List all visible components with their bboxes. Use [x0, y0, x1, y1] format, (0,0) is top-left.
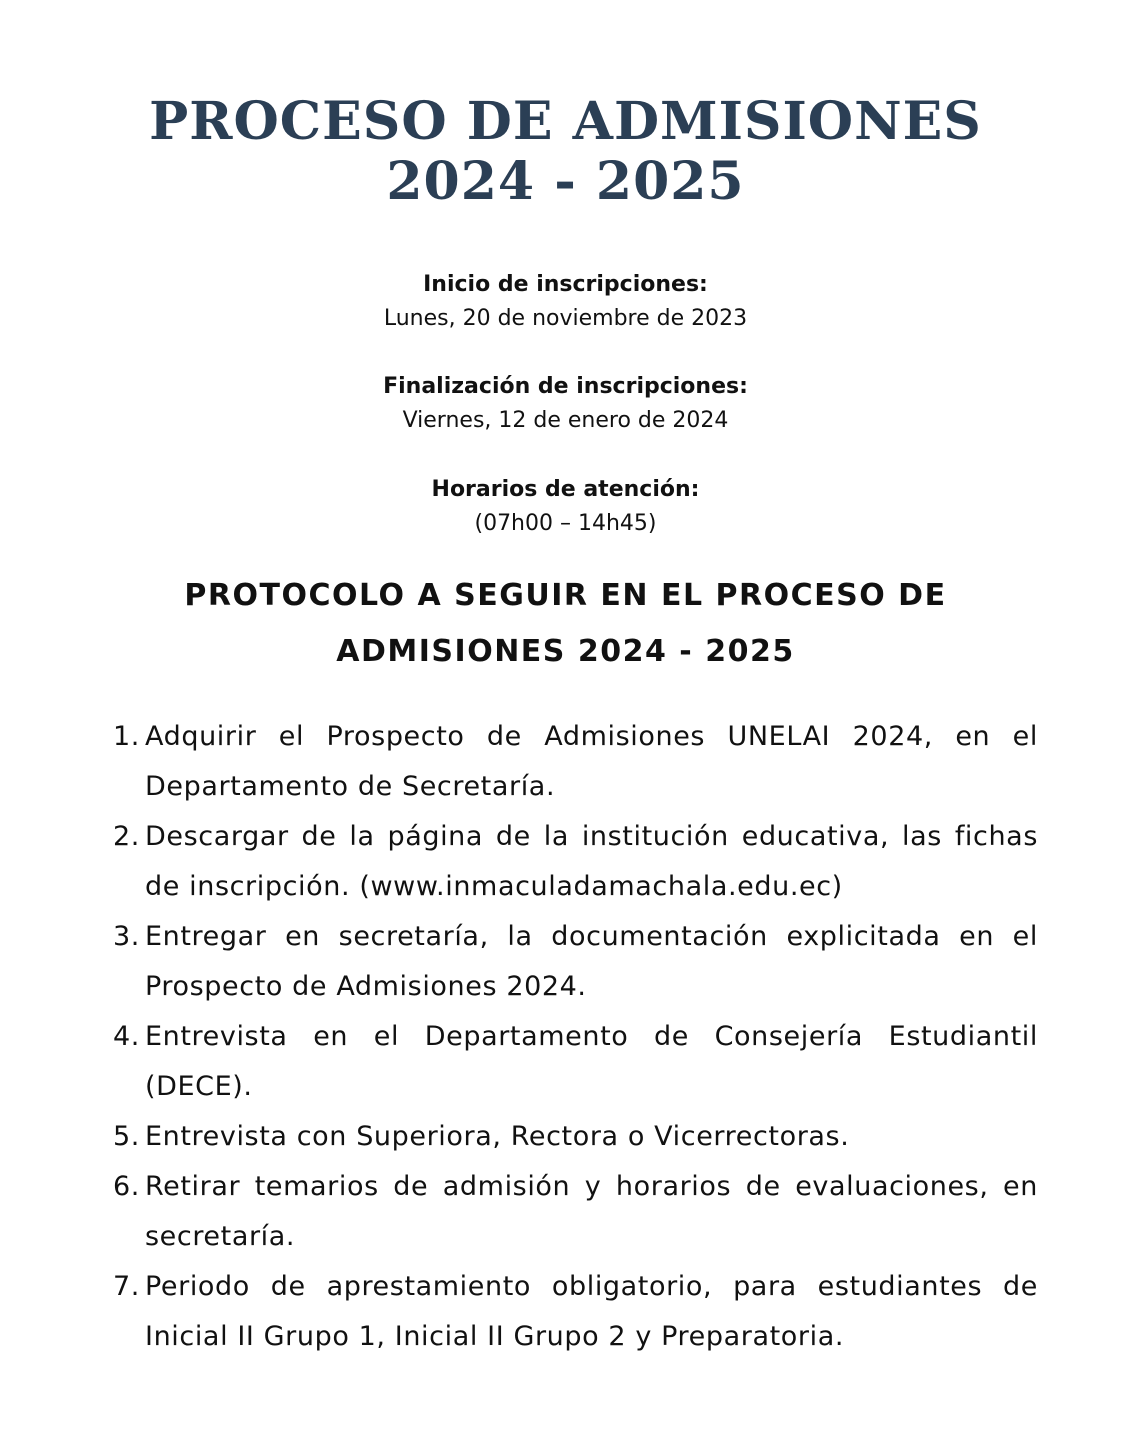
registration-start-label: Inicio de inscripciones:: [423, 272, 708, 297]
step-number: 5.: [113, 1121, 140, 1152]
step-text: Entregar en secretaría, la documentación explicitada en el Prospecto de Admisiones 2024.: [145, 921, 1038, 1002]
protocol-step: [113, 912, 1038, 1012]
registration-end-date: Viernes, 12 de enero de 2024: [402, 408, 729, 433]
step-text: Periodo de aprestamiento obligatorio, para estudiantes de Inicial II Grupo 1, Inicial II Grupo 2 y Preparatoria.: [145, 1271, 1038, 1352]
step-text: Adquirir el Prospecto de Admisiones UNELAI 2024, en el Departamento de Secretaría.: [145, 721, 1038, 802]
protocol-heading-line-2: ADMISIONES 2024 - 2025: [336, 634, 795, 669]
step-text: Descargar de la página de la institución educativa, las fichas de inscripción. (www.inmaculadamachala.edu.ec): [145, 821, 1038, 902]
protocol-step: [113, 1262, 1038, 1362]
protocol-step: [113, 1012, 1038, 1112]
step-text: Retirar temarios de admisión y horarios de evaluaciones, en secretaría.: [145, 1171, 1038, 1252]
page-title: [0, 92, 1131, 212]
protocol-step: [113, 712, 1038, 812]
step-number: 7.: [113, 1271, 140, 1302]
protocol-step: [113, 812, 1038, 912]
protocol-step: [113, 1112, 1038, 1162]
protocol-steps-list: [113, 712, 1038, 1362]
title-line-1: PROCESO DE ADMISIONES: [149, 91, 982, 152]
protocol-heading: [0, 568, 1131, 680]
step-number: 3.: [113, 921, 140, 952]
title-line-2: 2024 - 2025: [386, 151, 745, 212]
step-text: Entrevista con Superiora, Rectora o Vicerrectoras.: [145, 1121, 850, 1152]
step-number: 1.: [113, 721, 140, 752]
office-hours-value: (07h00 – 14h45): [474, 511, 657, 536]
registration-start-date: Lunes, 20 de noviembre de 2023: [383, 306, 748, 331]
protocol-step: [113, 1162, 1038, 1262]
registration-end: [0, 370, 1131, 438]
step-text: Entrevista en el Departamento de Consejería Estudiantil (DECE).: [145, 1021, 1038, 1102]
step-number: 2.: [113, 821, 140, 852]
step-number: 6.: [113, 1171, 140, 1202]
protocol-heading-line-1: PROTOCOLO A SEGUIR EN EL PROCESO DE: [184, 578, 947, 613]
registration-start: [0, 268, 1131, 336]
step-number: 4.: [113, 1021, 140, 1052]
office-hours-label: Horarios de atención:: [431, 477, 700, 502]
registration-end-label: Finalización de inscripciones:: [383, 374, 748, 399]
office-hours: [0, 473, 1131, 541]
